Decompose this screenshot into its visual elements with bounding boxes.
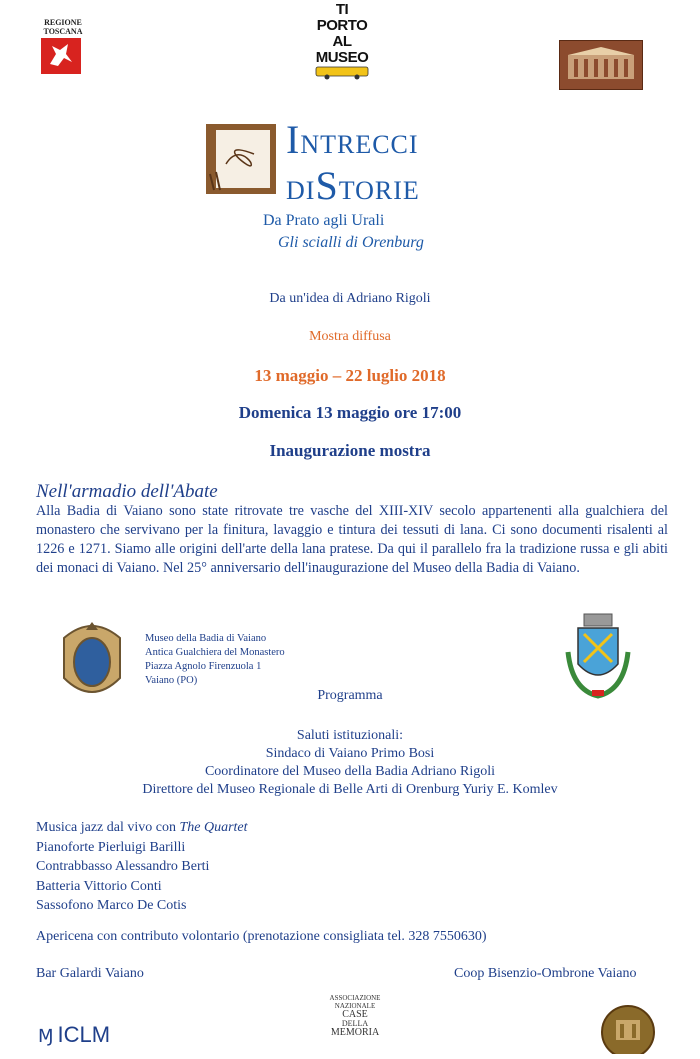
title-rest-1: NTRECCI xyxy=(300,130,419,159)
thread-icon xyxy=(206,124,276,194)
apericena-line: Apericena con contributo volontario (prenotazione consigliata tel. 328 7550630) xyxy=(36,929,487,944)
case-line-2: NAZIONALE xyxy=(334,1002,376,1010)
title-rest-2: TORIE xyxy=(338,176,420,205)
case-line-3: CASE xyxy=(342,1009,368,1020)
ti-porto-al-museo-logo xyxy=(302,2,382,84)
address-line-3: Piazza Agnolo Firenzuola 1 xyxy=(145,661,262,672)
musician: Contrabbasso Alessandro Berti xyxy=(36,859,210,874)
museum-address xyxy=(145,632,285,688)
section-body: Alla Badia di Vaiano sono state ritrovate tre vasche del XIII-XIV secolo appartenenti alla gualchiera del monastero che servivano per la finitura, lavaggio e tintura dei tessuti di lana. Ci sono documenti risalenti al 1226 e 1271. Siamo alle origini dell'arte della lana pratese. Da qui il parallelo fra la tradizione russa e gli abiti dei monaci di Vaiano. Nel 25° anniversario dell'inaugurazione del Museo della Badia di Vaiano. xyxy=(36,503,668,576)
tiporto-line-3: AL xyxy=(332,33,352,50)
sponsor-coop: Coop Bisenzio-Ombrone Vaiano xyxy=(454,966,637,981)
music-line xyxy=(36,818,248,838)
iclm-label: ICLM xyxy=(57,1022,111,1047)
subtitle-2: Gli scialli di Orenburg xyxy=(278,234,424,251)
band-name: The Quartet xyxy=(179,820,248,835)
address-line-2: Antica Gualchiera del Monastero xyxy=(145,647,285,658)
inauguration-line: Inaugurazione mostra xyxy=(269,441,431,460)
regione-label: REGIONE TOSCANA xyxy=(43,18,83,36)
iclm-logo xyxy=(38,1022,110,1048)
pegasus-icon xyxy=(38,36,84,76)
subtitle-1: Da Prato agli Urali xyxy=(263,212,385,229)
intrecci-logo-mark xyxy=(206,124,276,194)
title-di: DI xyxy=(286,176,316,205)
tiporto-line-2: PORTO xyxy=(316,17,368,34)
saluti-item: Direttore del Museo Regionale di Belle Arti di Orenburg Yuriy E. Komlev xyxy=(142,782,558,797)
mostra-line: Mostra diffusa xyxy=(309,329,391,344)
title-line-1 xyxy=(286,118,419,167)
address-line-4: Vaiano (PO) xyxy=(145,675,198,686)
case-line-4: DELLA xyxy=(341,1019,369,1028)
title-line-2 xyxy=(286,164,420,213)
tiporto-line-1: TI xyxy=(335,1,349,18)
saluti-item: Coordinatore del Museo della Badia Adriano Rigoli xyxy=(204,764,496,779)
case-line-5: MEMORIA xyxy=(330,1027,380,1038)
programma-title: Programma xyxy=(317,688,383,703)
music-prefix: Musica jazz dal vivo con xyxy=(36,820,180,835)
regione-toscana-logo xyxy=(38,18,88,81)
address-line-1: Museo della Badia di Vaiano xyxy=(145,633,267,644)
seal-icon xyxy=(598,1002,658,1054)
title-cap-i: I xyxy=(286,117,301,162)
sponsor-bar: Bar Galardi Vaiano xyxy=(36,966,144,981)
opening-date: Domenica 13 maggio ore 17:00 xyxy=(238,403,462,422)
museum-building-logo xyxy=(559,40,643,90)
title-cap-s: S xyxy=(315,163,339,208)
saluti-block xyxy=(0,727,700,799)
tiporto-line-4: MUSEO xyxy=(315,49,369,66)
iclm-mark-icon: Ɱ xyxy=(38,1026,54,1046)
bus-icon xyxy=(312,66,372,80)
dates-line: 13 maggio – 22 luglio 2018 xyxy=(254,366,446,385)
case-line-1: ASSOCIAZIONE xyxy=(329,994,381,1002)
saluti-item: Sindaco di Vaiano Primo Bosi xyxy=(265,746,435,761)
idea-line: Da un'idea di Adriano Rigoli xyxy=(269,291,431,306)
section-title: Nell'armadio dell'Abate xyxy=(36,481,218,502)
case-della-memoria-logo xyxy=(325,994,410,1052)
musician: Batteria Vittorio Conti xyxy=(36,878,162,894)
medal-logo xyxy=(598,1002,658,1054)
musician: Sassofono Marco De Cotis xyxy=(36,898,187,913)
saluti-title: Saluti istituzionali: xyxy=(296,728,404,743)
musician: Pianoforte Pierluigi Barilli xyxy=(36,839,186,855)
building-icon xyxy=(560,41,642,89)
music-block xyxy=(36,818,248,916)
